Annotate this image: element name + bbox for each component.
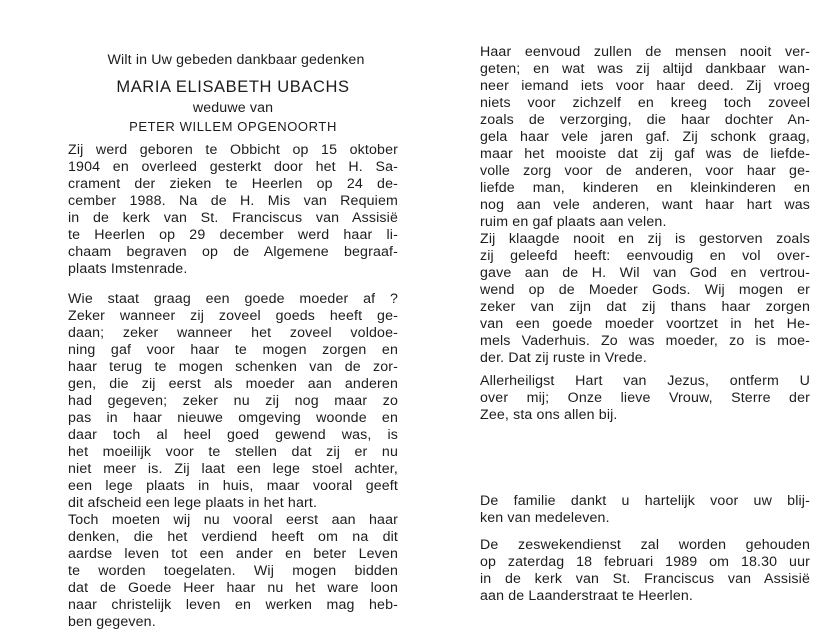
text-line: niets voor zichzelf en kreeg toch zoveel <box>480 95 810 111</box>
text-line: Toch moeten wij nu vooral eerst aan haar <box>68 512 398 528</box>
text-line: gave aan de H. Wil van God en vertrou- <box>480 265 810 281</box>
text-line: te Heerlen op 29 december werd haar li- <box>68 227 398 243</box>
text-line: mels Vaderhuis. Zo was moeder, zo is moe- <box>480 333 810 349</box>
text-line: ken van medeleven. <box>480 510 610 526</box>
text-line: van een goede moeder voortzet in het He- <box>480 316 810 332</box>
text-line: op zaterdag 18 februari 1989 om 18.30 uur <box>480 554 810 570</box>
text-line: Zij werd geboren te Obbicht op 15 oktober <box>68 142 398 158</box>
text-line: wend op de Moeder Gods. Wij mogen er <box>480 282 810 298</box>
text-line: aan de Laanderstraat te Heerlen. <box>480 588 694 604</box>
text-line: gen, die zij eerst als moeder aan anderen <box>68 376 398 392</box>
text-line: naar christelijk leven en werken mag heb- <box>68 597 398 613</box>
text-line: zeker van zijn dat zij thans haar zorgen <box>480 299 810 315</box>
husband-name: PETER WILLEM OPGENOORTH <box>129 119 337 134</box>
widow-of-line: weduwe van <box>192 100 274 116</box>
text-line: in de kerk van St. Franciscus van Assisië <box>480 571 810 587</box>
text-line: nog aan vele anderen, want haar hart was <box>480 197 810 213</box>
text-line: Zij klaagde nooit en zij is gestorven zoals <box>480 231 810 247</box>
text-line: zoals de verzorging, die haar dochter An- <box>480 112 810 128</box>
text-line: pas in haar nieuwe omgeving woonde en <box>68 410 398 426</box>
text-line: denken, die het verdiend heeft om na dit <box>68 529 398 545</box>
text-line: zij geleefd heeft: eenvoudig en vol over- <box>480 248 810 264</box>
text-line: Haar eenvoud zullen de mensen nooit ver- <box>480 44 810 60</box>
text-line: De zeswekendienst zal worden gehouden <box>480 537 810 553</box>
text-line: Wie staat graag een goede moeder af ? <box>68 291 398 307</box>
text-line: Zeker wanneer zij zoveel goeds heeft ge- <box>68 308 398 324</box>
text-line: dat de Goede Heer haar nu het ware loon <box>68 580 398 596</box>
text-line: Zee, sta ons allen bij. <box>480 407 618 423</box>
text-line: geten; en wat was zij altijd dankbaar wan- <box>480 61 810 77</box>
deceased-name: MARIA ELISABETH UBACHS <box>116 78 350 96</box>
text-line: chaam begraven op de Algemene begraaf- <box>68 244 398 260</box>
text-line: plaats Imstenrade. <box>68 261 188 277</box>
text-line: daan; zeker wanneer het zoveel voldoe- <box>68 325 398 341</box>
text-line: cember 1988. Na de H. Mis van Requiem <box>68 193 398 209</box>
text-line: haar terug te mogen schenken van de zor- <box>68 359 398 375</box>
text-line: over mij; Onze lieve Vrouw, Sterre der <box>480 390 810 406</box>
text-line: had gegeven; zeker nu zij nog maar zo <box>68 393 398 409</box>
text-line: te worden toegelaten. Wij mogen bidden <box>68 563 398 579</box>
text-line: een lege plaats in huis, maar vooral geeft <box>68 478 398 494</box>
text-line: het moeilijk voor te stellen dat zij er nu <box>68 444 398 460</box>
text-line: 1904 en overleed gesterkt door het H. Sa- <box>68 159 398 175</box>
text-line: crament der zieken te Heerlen op 24 de- <box>68 176 398 192</box>
text-line: gela haar vele jaren gaf. Zij schonk graag, <box>480 129 810 145</box>
text-line: ben gegeven. <box>68 614 156 630</box>
text-line: volle zorg voor de anderen, voor haar ge- <box>480 163 810 179</box>
text-line: in de kerk van St. Franciscus van Assisië <box>68 210 398 226</box>
text-line: De familie dankt u hartelijk voor uw blij- <box>480 493 810 509</box>
text-line: der. Dat zij ruste in Vrede. <box>480 350 647 366</box>
intro-line: Wilt in Uw gebeden dankbaar gedenken <box>107 52 365 68</box>
text-line: ning gaf voor haar te mogen zorgen en <box>68 342 398 358</box>
text-line: neer iemand iets voor haar deed. Zij vroeg <box>480 78 810 94</box>
text-line: daar toch al heel goed gewend was, is <box>68 427 398 443</box>
text-line: niet meer is. Zij laat een lege stoel achter, <box>68 461 398 477</box>
text-line: aardse leven tot een ander en beter Leven <box>68 546 398 562</box>
text-line: Allerheiligst Hart van Jezus, ontferm U <box>480 373 810 389</box>
text-line: dit afscheid een lege plaats in het hart. <box>68 495 318 511</box>
text-line: ruim en gaf plaats aan velen. <box>480 214 667 230</box>
text-line: liefde man, kinderen en kleinkinderen en <box>480 180 810 196</box>
text-line: maar het mooiste dat zij gaf was de liefde- <box>480 146 810 162</box>
